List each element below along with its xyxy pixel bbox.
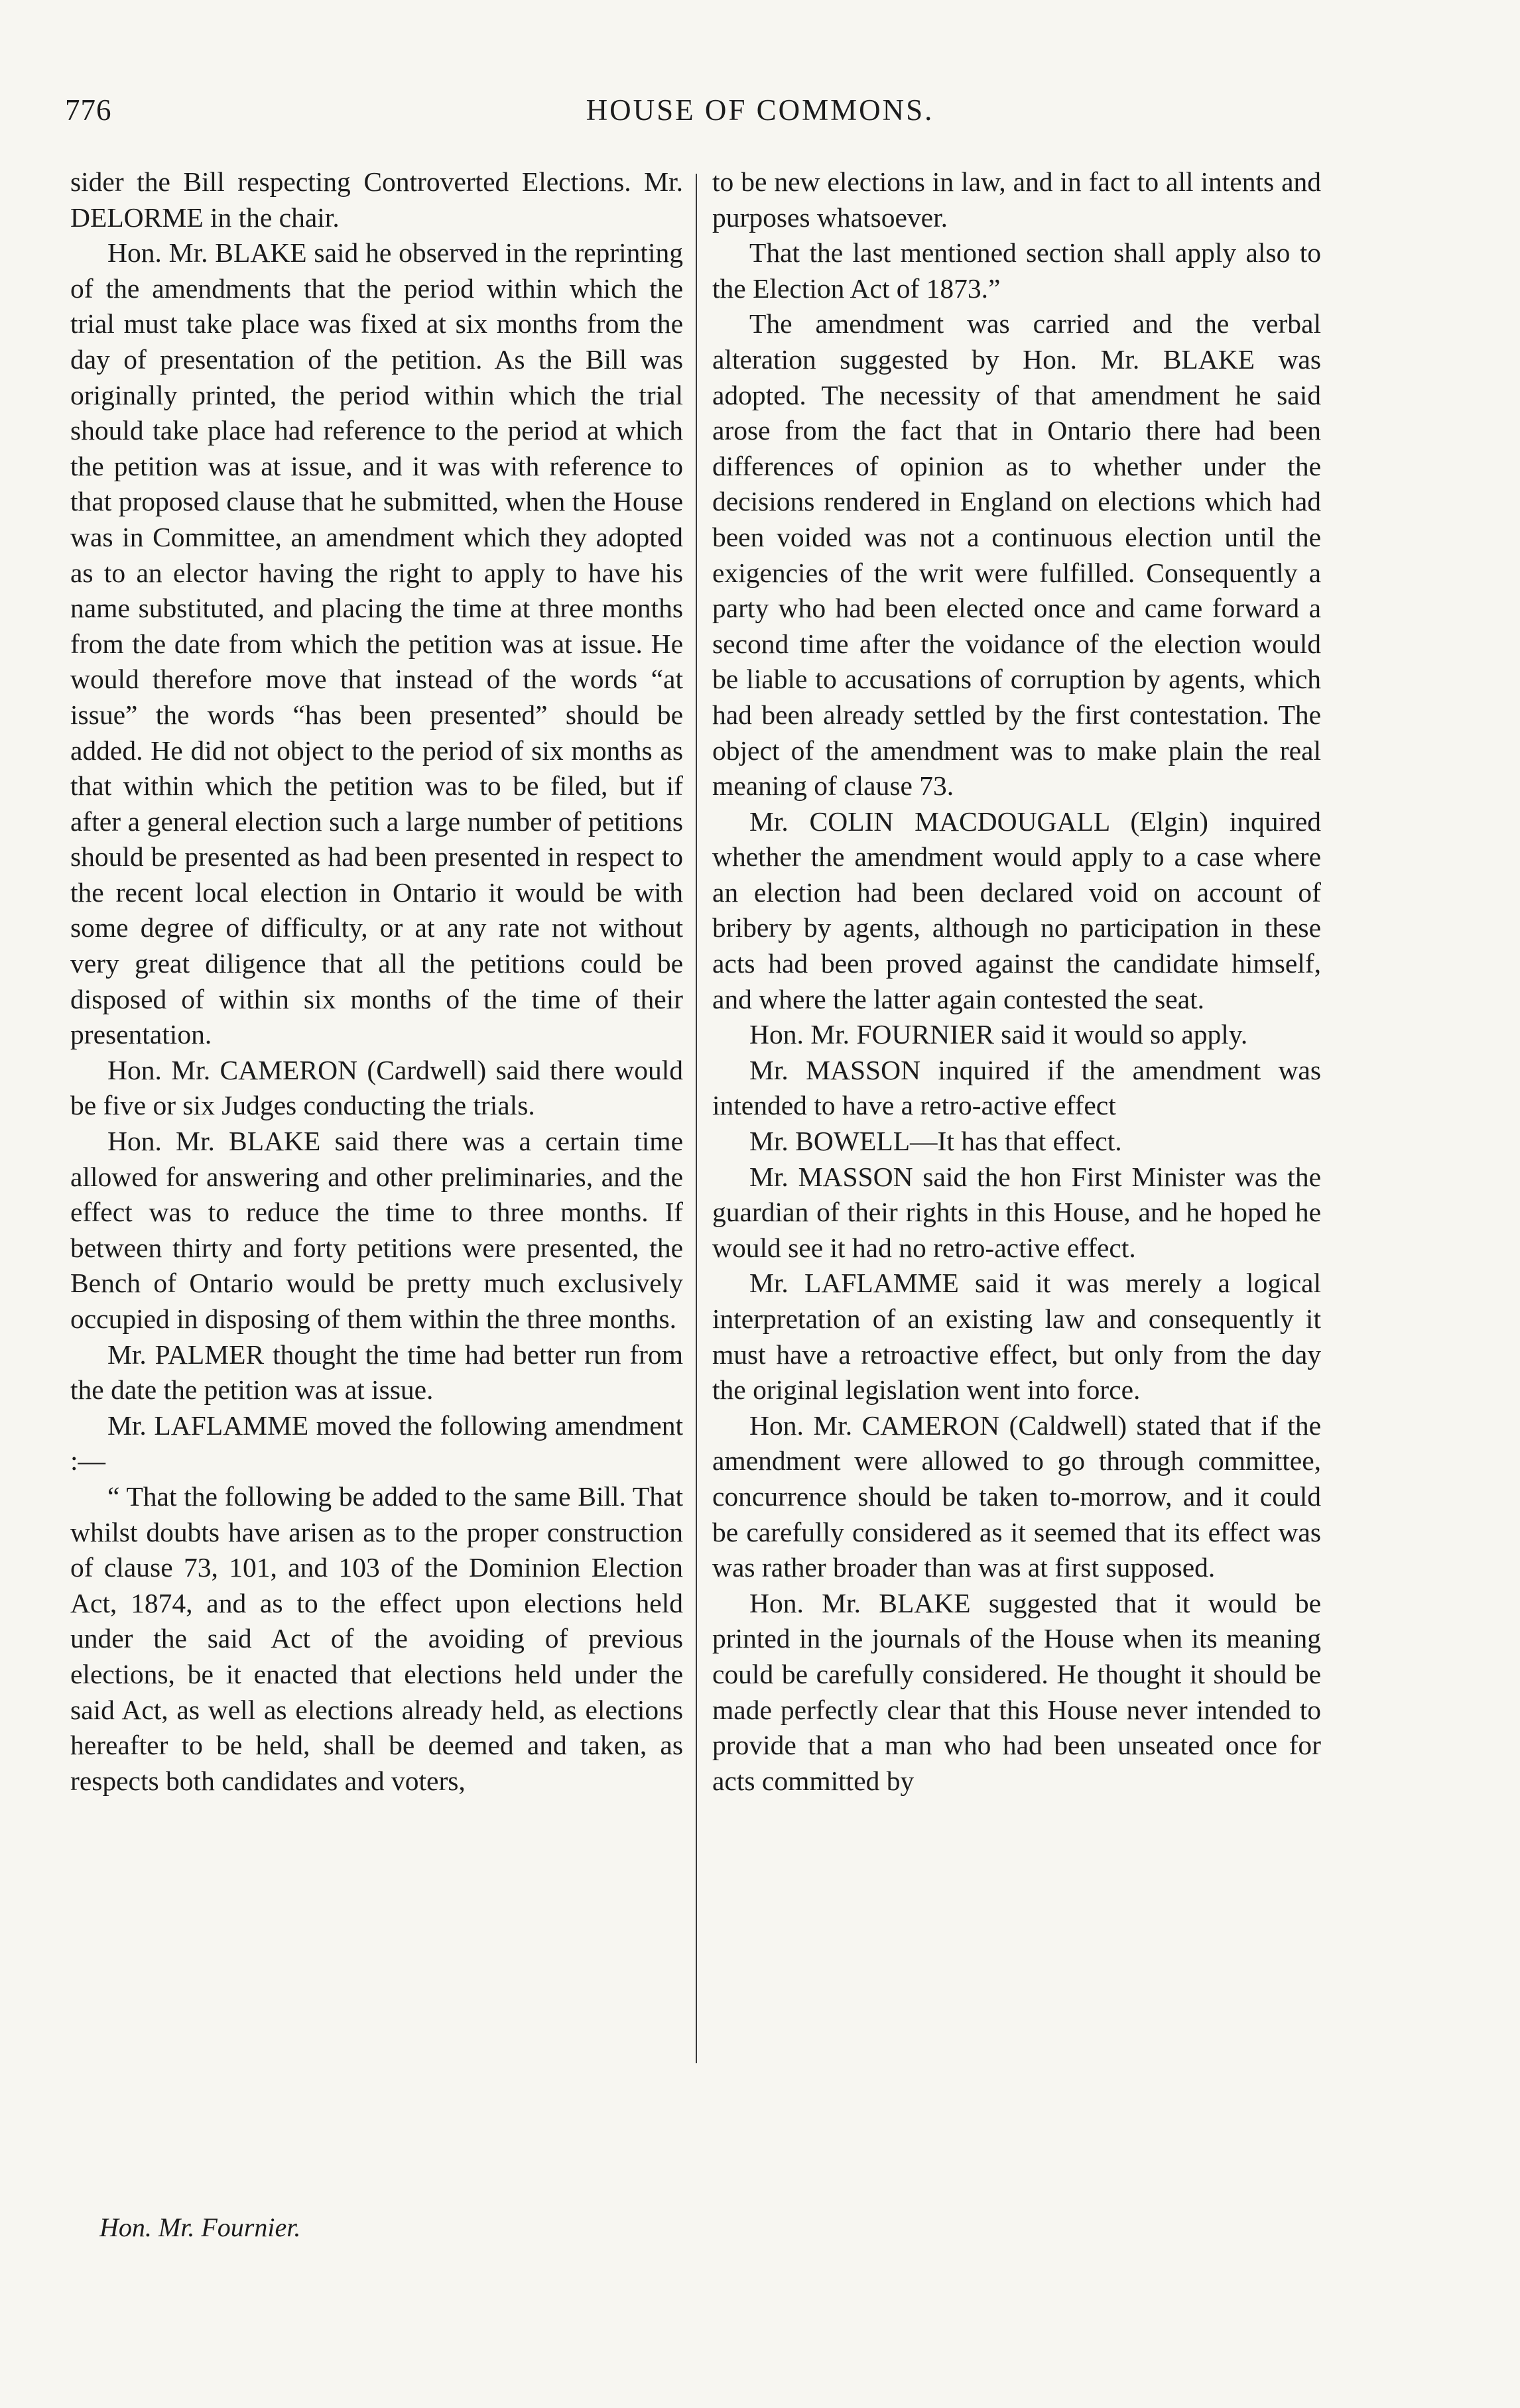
paragraph: Mr. MASSON said the hon First Minister was the guardian of their rights in this House, and he hoped he would see it had no retro-active effect.	[712, 1161, 1321, 1263]
paragraph: Mr. LAFLAMME said it was merely a logical interpretation of an existing law and consequently it must have a retroactive effect, but only from the day the original legislation went into force.	[712, 1268, 1321, 1406]
paragraph: Hon. Mr. CAMERON (Caldwell) stated that if the amendment were allowed to go through committee, concurrence should be taken to-morrow, and it could be carefully considered as it seemed that its effect was was rather broader than was at first supposed.	[712, 1410, 1321, 1583]
left-column	[70, 164, 683, 2160]
running-head: HOUSE OF COMMONS.	[586, 93, 934, 127]
right-column	[712, 164, 1321, 2160]
paragraph: That the last mentioned section shall apply also to the Election Act of 1873.”	[712, 237, 1321, 304]
amendment-quote: “ That the following be added to the same Bill. That whilst doubts have arisen as to the proper construction of clause 73, 101, and 103 of the Dominion Election Act, 1874, and as to the effect upon elections held under the said Act of the avoiding of previous elections, be it enacted that elections held under the said Act, as well as elections already held, as elections hereafter to be held, shall be deemed and taken, as respects both candidates and voters,	[70, 1480, 683, 1796]
paragraph: Mr. BOWELL—It has that effect.	[749, 1126, 1122, 1157]
paragraph: Hon. Mr. FOURNIER said it would so apply.	[749, 1019, 1248, 1050]
paragraph: Mr. PALMER thought the time had better run from the date the petition was at issue.	[70, 1339, 683, 1406]
paragraph: Mr. LAFLAMME moved the following amendment :—	[70, 1410, 683, 1476]
paragraph: Hon. Mr. BLAKE said he observed in the reprinting of the amendments that the period within which the trial must take place was fixed at six months from the day of presentation of the petition. As the Bill was originally printed, the period within which the trial should take place had reference to the period at which the petition was at issue, and it was with reference to that proposed clause that he submitted, when the House was in Committee, an amendment which they adopted as to an elector having the right to apply to have his name substituted, and placing the time at three months from the date from which the petition was at issue. He would therefore move that instead of the words “at issue” the words “has been presented” should be added. He did not object to the period of six months as that within which the petition was to be filed, but if after a general election such a large number of petitions should be presented as had been presented in respect to the recent local election in Ontario it would be with some degree of difficulty, or at any rate not without very great diligence that all the petitions could be disposed of within six months of the time of their presentation.	[70, 237, 683, 1050]
paragraph: Mr. MASSON inquired if the amendment was intended to have a retro-active effect	[712, 1054, 1321, 1121]
paragraph: The amendment was carried and the verbal alteration suggested by Hon. Mr. BLAKE was adopted. The necessity of that amendment he said arose from the fact that in Ontario there had been differences of opinion as to whether under the decisions rendered in England on elections which had been voided was not a continuous election until the exigencies of the writ were fulfilled. Consequently a party who had been elected once and came forward a second time after the voidance of the election would be liable to accusations of corruption by agents, which had been already settled by the first contestation. The object of the amendment was to make plain the real meaning of clause 73.	[712, 308, 1321, 802]
paragraph: Mr. COLIN MACDOUGALL (Elgin) inquired whether the amendment would apply to a case where an election had been declared void on account of bribery by agents, although no participation in these acts had been proved against the candidate himself, and where the latter again contested the seat.	[712, 806, 1321, 1014]
paragraph: Hon. Mr. BLAKE suggested that it would be printed in the journals of the House when its meaning could be carefully considered. He thought it should be made perfectly clear that this House never intended to provide that a man who had been unseated once for acts committed by	[712, 1587, 1321, 1796]
paragraph: sider the Bill respecting Controverted Elections. Mr. DELORME in the chair.	[70, 166, 683, 233]
paragraph: to be new elections in law, and in fact to all intents and purposes whatsoever.	[712, 166, 1321, 233]
page-number: 776	[65, 93, 112, 127]
paragraph: Hon. Mr. CAMERON (Cardwell) said there would be five or six Judges conducting the trials.	[70, 1054, 683, 1121]
column-rule	[696, 174, 697, 2063]
footer-speaker: Hon. Mr. Fournier.	[99, 2212, 301, 2242]
paragraph: Hon. Mr. BLAKE said there was a certain time allowed for answering and other preliminaries, and the effect was to reduce the time to three months. If between thirty and forty petitions were presented, the Bench of Ontario would be pretty much exclusively occupied in disposing of them within the three months.	[70, 1126, 683, 1334]
